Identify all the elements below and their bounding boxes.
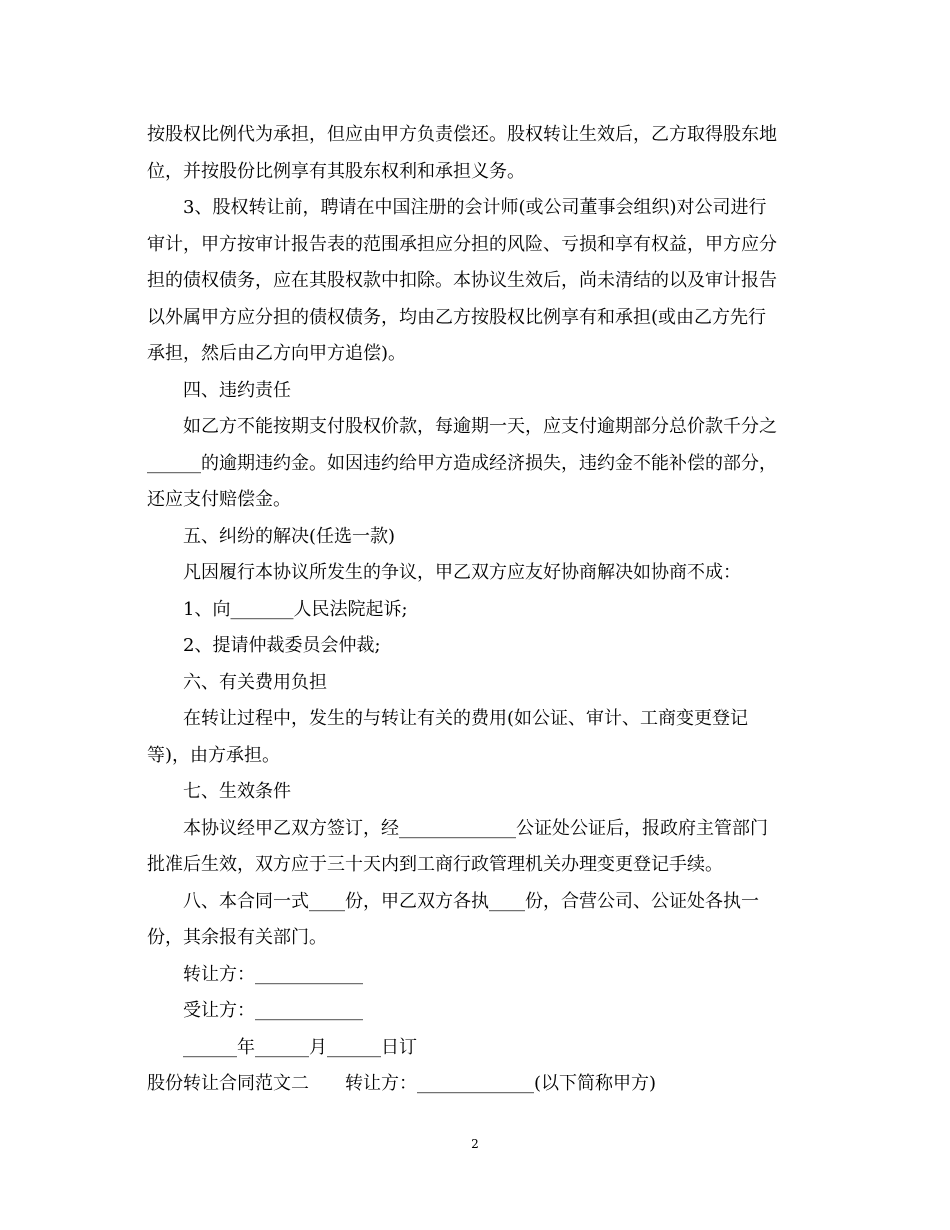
page-number: 2 <box>471 1137 479 1151</box>
text-line: 2、提请仲裁委员会仲裁; <box>183 635 381 656</box>
document-body <box>147 117 807 1103</box>
text-line: 1、向_______人民法院起诉; <box>183 598 408 620</box>
text-line: 还应支付赔偿金。 <box>147 489 291 510</box>
text-line: 审计，甲方按审计报告表的范围承担应分担的风险、亏损和享有权益，甲方应分 <box>147 233 777 255</box>
text-line: 本协议经甲乙双方签订，经_____________公证处公证后，报政府主管部门 <box>183 817 768 839</box>
text-line: 份，其余报有关部门。 <box>147 927 327 948</box>
text-line: 按股权比例代为承担，但应由甲方负责偿还。股权转让生效后，乙方取得股东地 <box>147 124 777 145</box>
text-line: 七、生效条件 <box>183 781 291 802</box>
text-line: 凡因履行本协议所发生的争议，甲乙双方应友好协商解决如协商不成： <box>183 562 741 583</box>
text-line: 股份转让合同范文二 转让方：_____________(以下简称甲方) <box>147 1073 657 1094</box>
text-line: 位，并按股份比例享有其股东权利和承担义务。 <box>147 160 525 182</box>
text-line: 五、纠纷的解决(任选一款) <box>183 525 396 547</box>
text-line: 受让方：____________ <box>183 1000 363 1021</box>
text-line: 以外属甲方应分担的债权债务，均由乙方按股权比例享有和承担(或由乙方先行 <box>147 306 767 328</box>
text-line: 转让方：____________ <box>183 963 363 985</box>
text-line: 承担，然后由乙方向甲方追偿)。 <box>147 343 407 364</box>
text-line: ______的逾期违约金。如因违约给甲方造成经济损失，违约金不能补偿的部分， <box>147 452 777 474</box>
text-line: 等)，由方承担。 <box>147 744 281 766</box>
text-line: 四、违约责任 <box>183 379 291 401</box>
text-line: 八、本合同一式____份，甲乙双方各执____份，合营公司、公证处各执一 <box>183 890 759 912</box>
text-line: 批准后生效，双方应于三十天内到工商行政管理机关办理变更登记手续。 <box>147 854 723 875</box>
text-line: 3、股权转让前，聘请在中国注册的会计师(或公司董事会组织)对公司进行 <box>183 197 767 218</box>
text-line: 六、有关费用负担 <box>183 671 327 693</box>
text-line: 担的债权债务，应在其股权款中扣除。本协议生效后，尚未清结的以及审计报告 <box>147 270 777 291</box>
text-line: ______年______月______日订 <box>183 1036 417 1058</box>
text-line: 如乙方不能按期支付股权价款，每逾期一天，应支付逾期部分总价款千分之 <box>183 416 777 437</box>
text-line: 在转让过程中，发生的与转让有关的费用(如公证、审计、工商变更登记 <box>183 708 749 729</box>
